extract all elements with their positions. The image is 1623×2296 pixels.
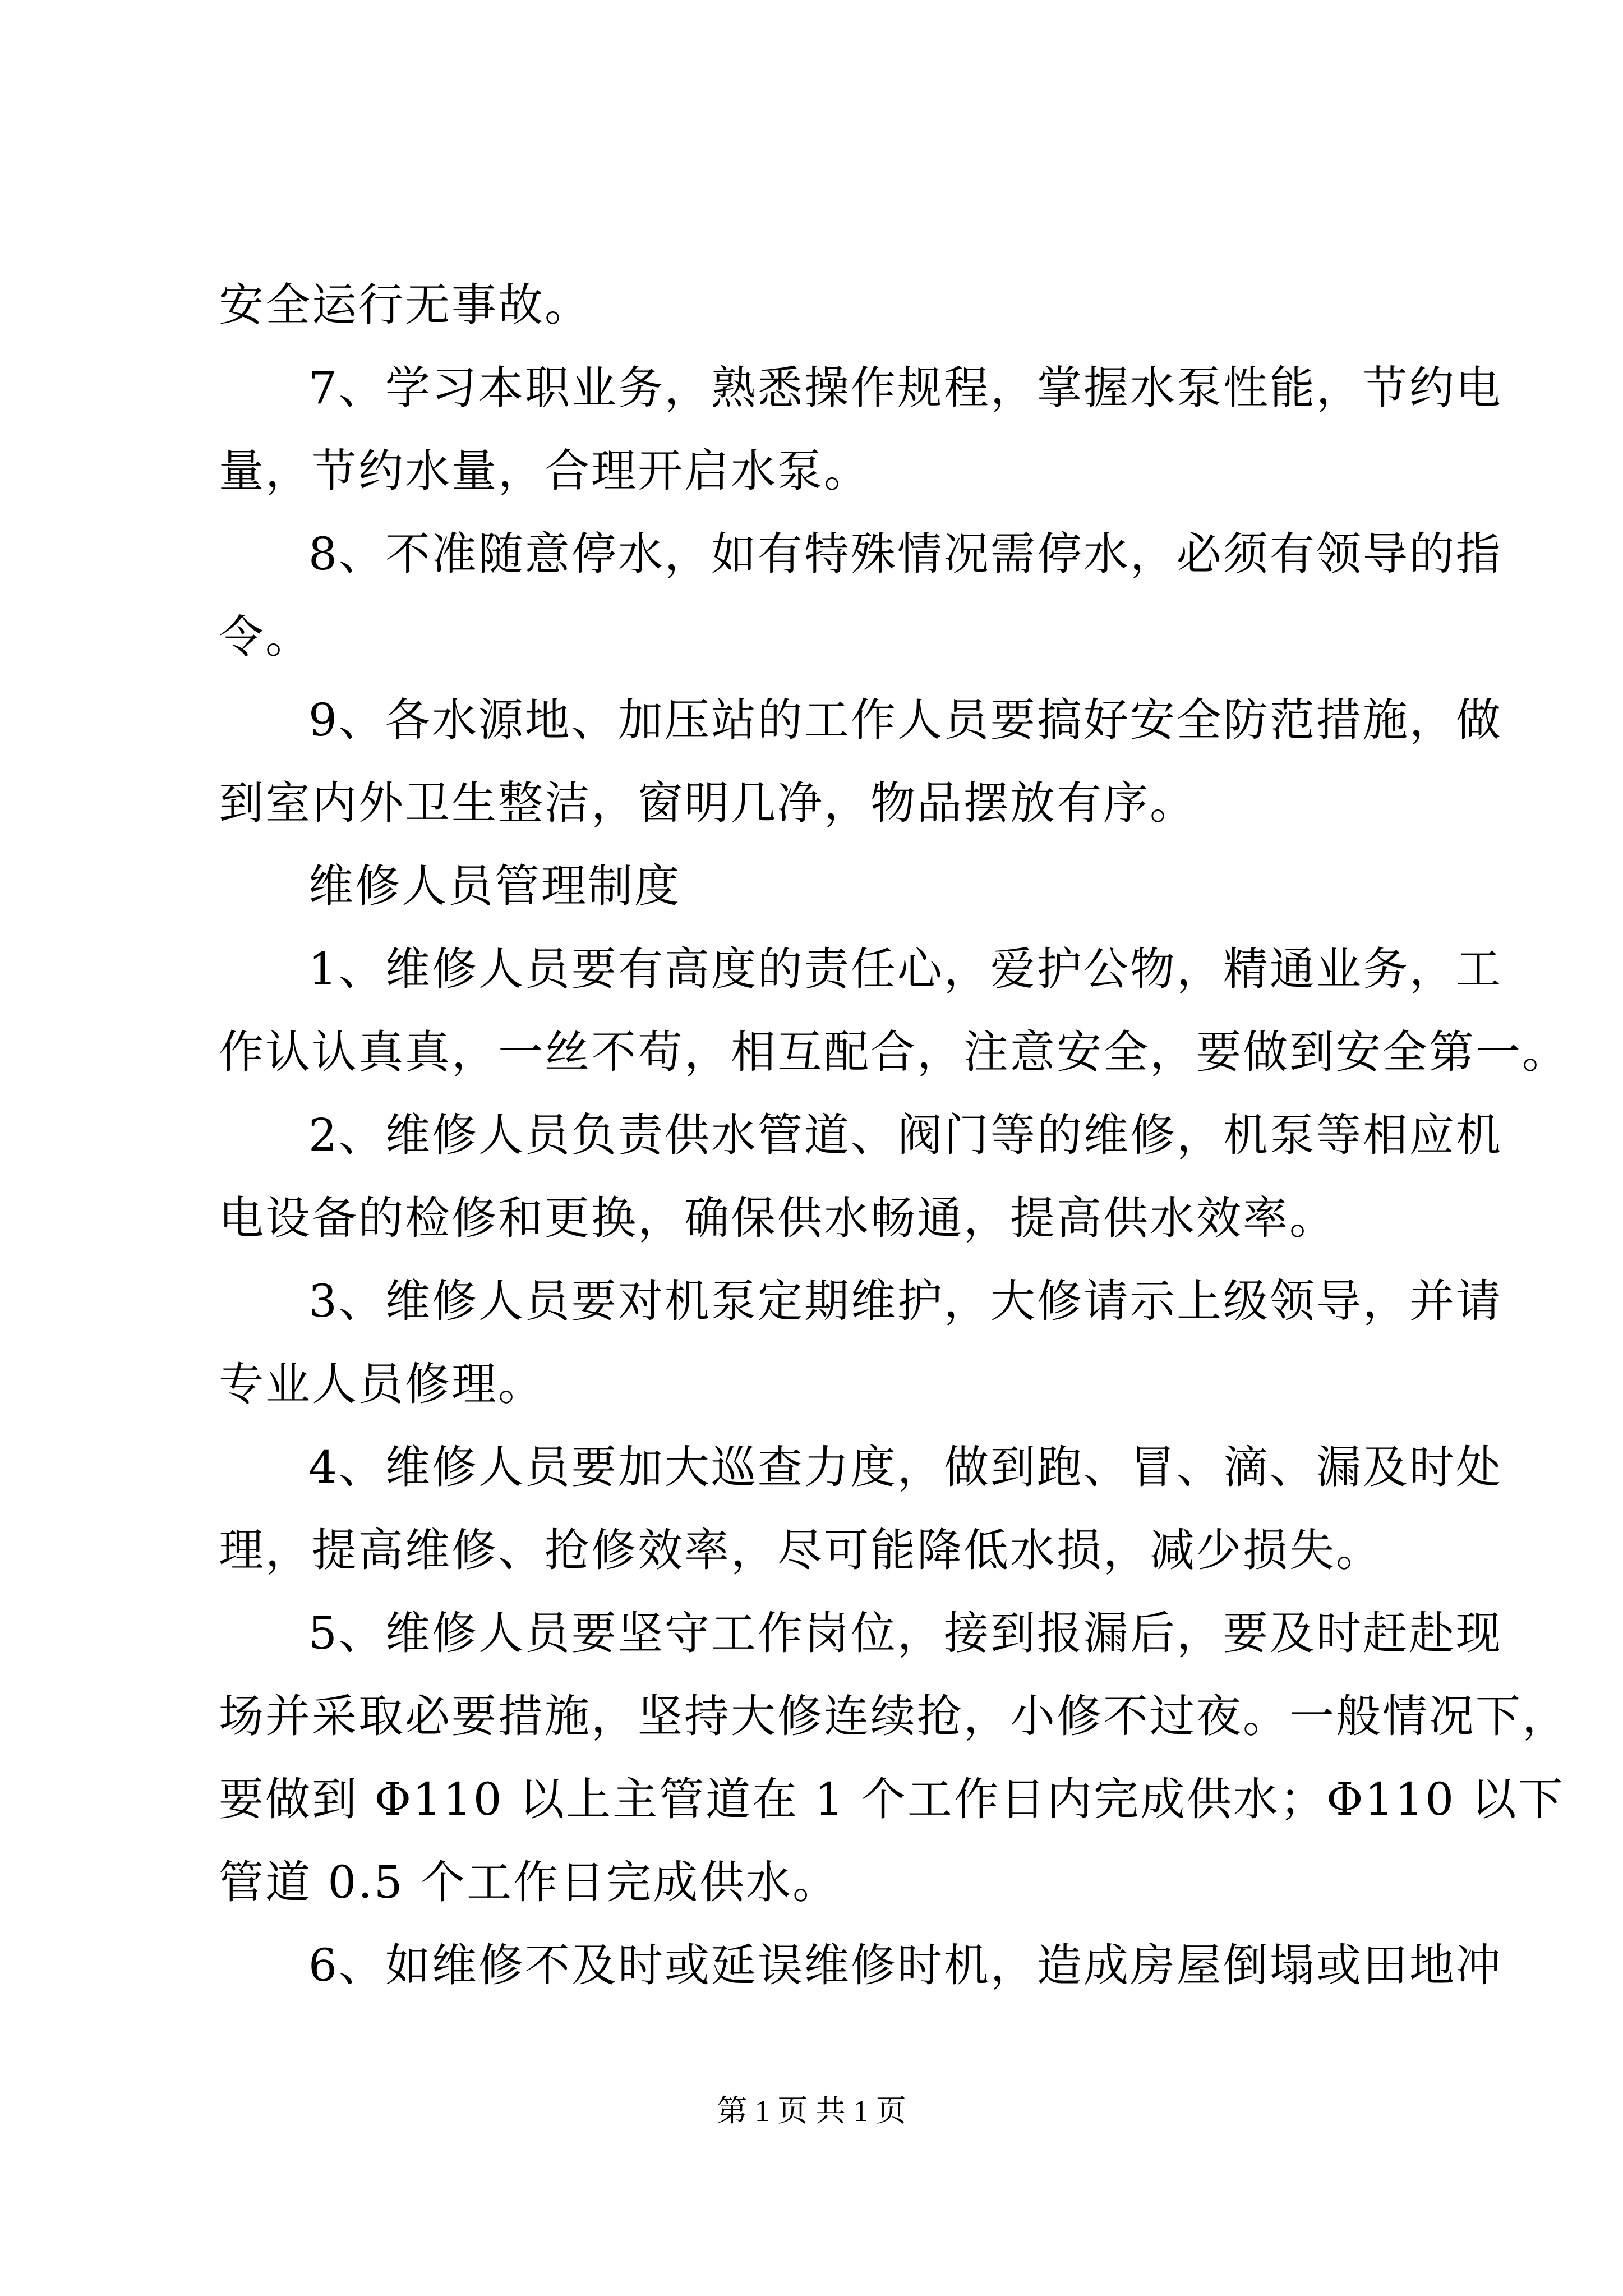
page-footer: 第 1 页 共 1 页 bbox=[717, 2094, 906, 2128]
text-line-13: 3、维修人员要对机泵定期维护，大修请示上级领导，并请 bbox=[308, 1275, 1502, 1327]
text-line-3: 量，节约水量，合理开启水泵。 bbox=[219, 445, 870, 497]
text-line-9: 1、维修人员要有高度的责任心，爱护公物，精通业务，工 bbox=[308, 943, 1502, 995]
text-line-18: 场并采取必要措施，坚持大修连续抢，小修不过夜。一般情况下， bbox=[219, 1690, 1569, 1742]
text-line-16: 理，提高维修、抢修效率，尽可能降低水损，减少损失。 bbox=[219, 1524, 1382, 1576]
text-line-17: 5、维修人员要坚守工作岗位，接到报漏后，要及时赶赴现 bbox=[308, 1607, 1502, 1659]
text-line-4: 8、不准随意停水，如有特殊情况需停水，必须有领导的指 bbox=[308, 528, 1502, 580]
text-line-20: 管道 0.5 个工作日完成供水。 bbox=[219, 1856, 840, 1908]
text-line-19: 要做到 Φ110 以上主管道在 1 个工作日内完成供水；Φ110 以下 bbox=[219, 1773, 1565, 1825]
text-line-5: 令。 bbox=[219, 611, 312, 663]
text-line-12: 电设备的检修和更换，确保供水畅通，提高供水效率。 bbox=[219, 1192, 1336, 1244]
text-line-21: 6、如维修不及时或延误维修时机，造成房屋倒塌或田地冲 bbox=[308, 1939, 1502, 1991]
text-line-10: 作认认真真，一丝不苟，相互配合，注意安全，要做到安全第一。 bbox=[219, 1026, 1569, 1078]
text-line-6: 9、各水源地、加压站的工作人员要搞好安全防范措施，做 bbox=[308, 694, 1502, 746]
text-line-14: 专业人员修理。 bbox=[219, 1358, 545, 1410]
text-line-7: 到室内外卫生整洁，窗明几净，物品摆放有序。 bbox=[219, 777, 1196, 829]
text-line-11: 2、维修人员负责供水管道、阀门等的维修，机泵等相应机 bbox=[308, 1109, 1502, 1161]
section-heading: 维修人员管理制度 bbox=[308, 860, 681, 912]
text-line-1: 安全运行无事故。 bbox=[219, 279, 591, 331]
document-body bbox=[219, 264, 1569, 2007]
text-line-15: 4、维修人员要加大巡查力度，做到跑、冒、滴、漏及时处 bbox=[308, 1441, 1502, 1493]
text-line-2: 7、学习本职业务，熟悉操作规程，掌握水泵性能，节约电 bbox=[308, 362, 1502, 414]
